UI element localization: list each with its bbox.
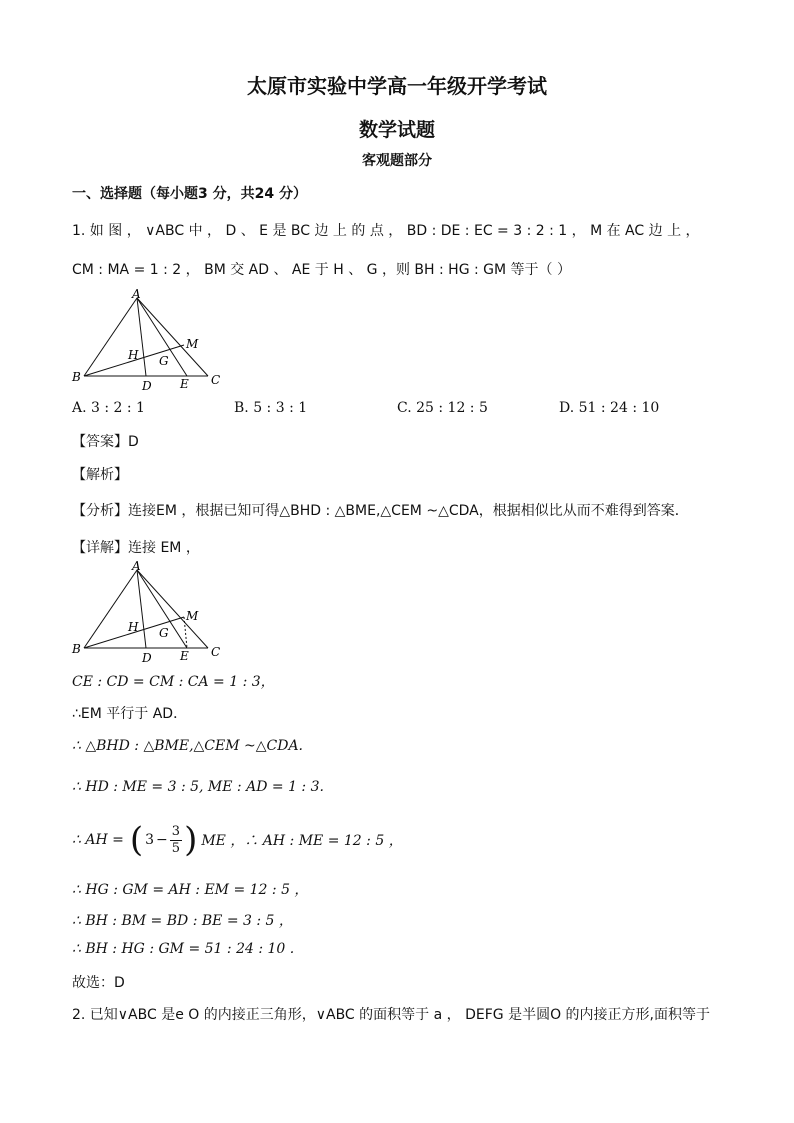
fraction (170, 824, 182, 857)
document-title: 太原市实验中学高一年级开学考试 (247, 74, 547, 98)
q1-choice: 故选：D (72, 975, 125, 991)
fig1-label-g: G (159, 354, 169, 368)
q1-step-7: ∴ BH : BM = BD : BE = 3 : 5 ， (72, 913, 293, 929)
q1-step-8: ∴ BH : HG : GM = 51 : 24 : 10 . (72, 941, 295, 957)
q1-option-c: C. 25 : 12 : 5 (397, 400, 488, 416)
fig1-side-ab (84, 298, 137, 376)
q1-step-1: CE : CD = CM : CA = 1 : 3， (72, 674, 275, 690)
q1-option-a: A. 3 : 2 : 1 (72, 400, 145, 416)
fig1-label-a: A (132, 288, 141, 301)
q1-step-5-minus: − (156, 832, 168, 848)
right-paren: ) (184, 820, 198, 860)
fig1-label-e: E (180, 377, 189, 391)
fig2-label-a: A (132, 560, 141, 573)
q1-analysis-label: 【解析】 (72, 467, 128, 483)
fraction-numerator: 3 (171, 823, 181, 839)
fig2-label-b: B (72, 642, 81, 656)
fig1-label-d: D (142, 379, 152, 393)
fig2-label-h: H (128, 620, 139, 634)
fig2-label-d: D (142, 651, 152, 665)
fig2-label-m: M (186, 609, 199, 623)
fig2-label-g: G (159, 626, 169, 640)
fraction-denominator: 5 (171, 840, 181, 856)
fig2-label-c: C (211, 645, 221, 659)
q1-step-5-lhs: ∴ AH = (72, 832, 124, 848)
q1-analysis: 【分析】连接EM ，根据已知可得△BHD : △BME,△CEM ~△CDA，根据相似比从而不难得到答案． (72, 503, 689, 519)
q2-stem-line1: 2. 已知∨ABC 是e O 的内接正三角形，∨ABC 的面积等于 a ， DEFG 是半圆O 的内接正方形,面积等于 (72, 1007, 710, 1023)
fig1-label-h: H (128, 348, 139, 362)
q1-step-6: ∴ HG : GM = AH : EM = 12 : 5 ， (72, 882, 309, 898)
q1-detail-figure (70, 560, 230, 668)
fig1-label-b: B (72, 370, 81, 384)
q1-step-3: ∴ △BHD : △BME,△CEM ~△CDA. (72, 738, 303, 754)
document-subtitle: 数学试题 (358, 119, 435, 141)
q1-option-b: B. 5 : 3 : 1 (234, 400, 308, 416)
fig2-label-e: E (180, 649, 189, 663)
q1-step-4: ∴ HD : ME = 3 : 5, ME : AD = 1 : 3. (72, 779, 324, 795)
left-paren: ( (129, 820, 144, 860)
q1-figure (70, 288, 230, 396)
q1-step-2: ∴EM 平行于 AD． (72, 706, 188, 722)
section-heading: 一、选择题（每小题3 分，共24 分） (72, 186, 307, 202)
fig2-side-ab (84, 570, 137, 648)
part-heading: 客观题部分 (362, 153, 432, 169)
q1-step-5 (72, 815, 403, 865)
fig1-label-m: M (186, 337, 199, 351)
q1-stem-line2: CM : MA = 1 : 2 ， BM 交 AD 、 AE 于 H 、 G ，则 BH : HG : GM 等于（ ） (72, 262, 572, 278)
q1-option-d: D. 51 : 24 : 10 (559, 400, 660, 416)
q1-stem-line1: 1. 如 图 ， ∨ABC 中 ， D 、 E 是 BC 边 上 的 点 ， BD : DE : EC = 3 : 2 : 1 ， M 在 AC 边 上 ， (72, 223, 700, 239)
q1-detail: 【详解】连接 EM ， (72, 540, 200, 556)
q1-step-5-whole: 3 (145, 832, 155, 848)
q1-answer: 【答案】D (72, 434, 139, 450)
q1-step-5-rest: ME ，∴ AH : ME = 12 : 5 ， (201, 833, 403, 849)
fig1-label-c: C (211, 373, 221, 387)
